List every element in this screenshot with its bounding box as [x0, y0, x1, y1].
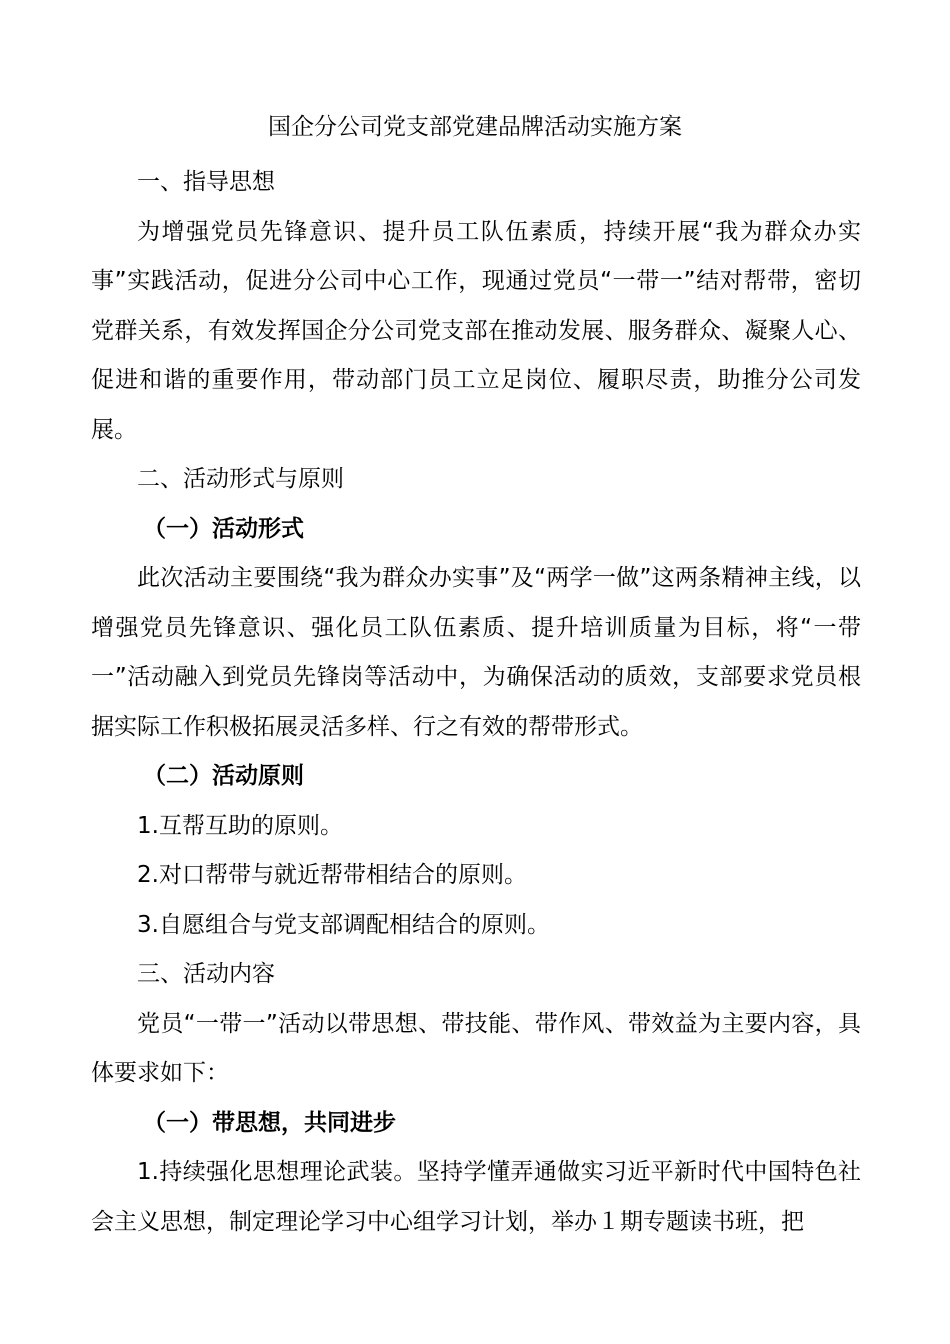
section-3-heading: 三、活动内容	[137, 961, 275, 987]
section-2-subheading-form: （一）活动形式	[143, 515, 304, 542]
section-2-heading: 二、活动形式与原则	[137, 466, 344, 492]
section-3-item-1: 1.持续强化思想理论武装。坚持学懂弄通做实习近平新时代中国特色社会主义思想，制定理论学习中心组学习计划，举办１期专题读书班，把	[91, 1159, 861, 1235]
document-title: 国企分公司党支部党建品牌活动实施方案	[268, 114, 682, 140]
section-1-heading: 一、指导思想	[137, 169, 275, 195]
principle-item-3: 3.自愿组合与党支部调配相结合的原则。	[137, 911, 550, 938]
section-2-paragraph: 此次活动主要围绕“我为群众办实事”及“两学一做”这两条精神主线，以增强党员先锋意识、强化员工队伍素质、提升培训质量为目标，将“一带一”活动融入到党员先锋岗等活动中，为确保活动的质效，支部要求党员根据实际工作积极拓展灵活多样、行之有效的帮带形式。	[91, 565, 861, 740]
document-body	[91, 158, 861, 1247]
principle-item-2: 2.对口帮带与就近帮带相结合的原则。	[137, 862, 527, 888]
section-3-paragraph: 党员“一带一”活动以带思想、带技能、带作风、带效益为主要内容，具体要求如下：	[91, 1010, 861, 1086]
section-1-paragraph: 为增强党员先锋意识、提升员工队伍素质，持续开展“我为群众办实事”实践活动，促进分公司中心工作，现通过党员“一带一”结对帮带，密切党群关系，有效发挥国企分公司党支部在推动发展、服务群众、凝聚人心、促进和谐的重要作用，带动部门员工立足岗位、履职尽责，助推分公司发展。	[91, 218, 861, 443]
section-3-subheading-thought: （一）带思想，共同进步	[143, 1109, 396, 1136]
section-2-subheading-principles: （二）活动原则	[143, 763, 304, 789]
principle-item-1: 1.互帮互助的原则。	[137, 812, 343, 839]
